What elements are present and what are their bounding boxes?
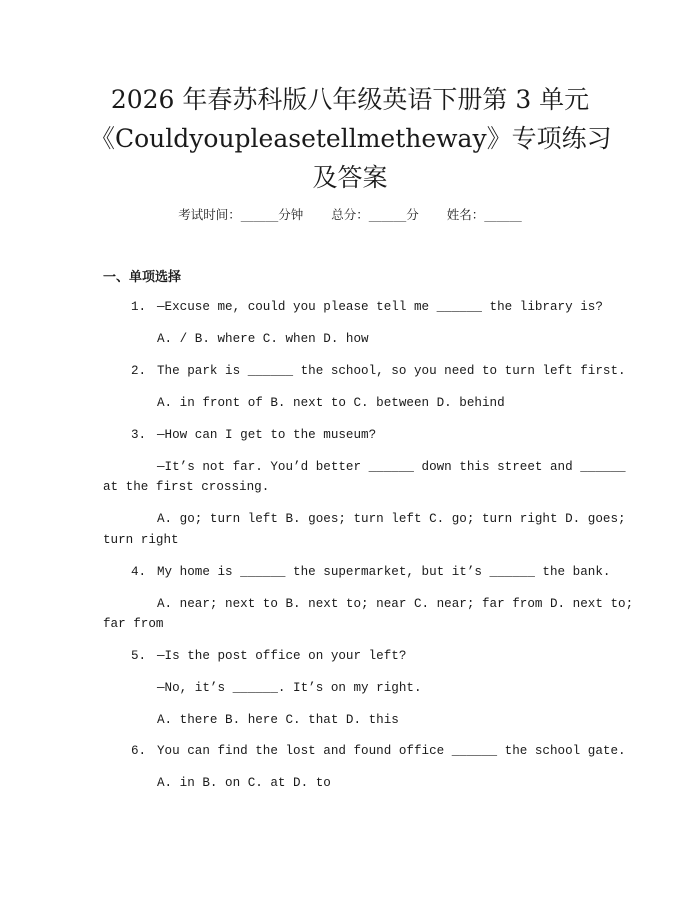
question-number: 3. (131, 428, 147, 442)
question-5-stem-cont: —No, it’s ______. It’s on my right. (157, 681, 422, 695)
question-stem: —Excuse me, could you please tell me ______ the library is? (157, 300, 603, 314)
question-number: 4. (131, 565, 147, 579)
question-4-options: A. near; next to B. next to; near C. near; far from D. next to; (157, 597, 634, 611)
question-number: 1. (131, 300, 147, 314)
student-name-field: 姓名：______ (446, 207, 522, 222)
question-2 (131, 363, 626, 379)
question-4-options-wrap: far from (103, 617, 164, 631)
question-stem: You can find the lost and found office ______ the school gate. (157, 744, 626, 758)
question-stem: The park is ______ the school, so you need to turn left first. (157, 364, 626, 378)
question-number: 5. (131, 649, 147, 663)
question-6 (131, 743, 626, 759)
total-score-field: 总分：______分 (331, 207, 419, 222)
question-4 (131, 564, 610, 580)
question-number: 6. (131, 744, 147, 758)
question-stem: —Is the post office on your left? (157, 649, 407, 663)
title-line-1: 2026 年春苏科版八年级英语下册第 3 单元 (110, 85, 590, 114)
question-1 (131, 299, 603, 315)
question-number: 2. (131, 364, 147, 378)
question-stem: —How can I get to the museum? (157, 428, 377, 442)
question-3-options: A. go; turn left B. goes; turn left C. go; turn right D. goes; (157, 512, 626, 526)
exam-meta-row (0, 205, 700, 223)
question-5 (131, 648, 406, 664)
question-3-stem-wrap: at the first crossing. (103, 480, 270, 494)
question-2-options: A. in front of B. next to C. between D. behind (157, 396, 505, 410)
exam-time-field: 考试时间：______分钟 (178, 207, 304, 222)
question-3-stem-cont: —It’s not far. You’d better ______ down this street and ______ (157, 460, 626, 474)
question-6-options: A. in B. on C. at D. to (157, 776, 331, 790)
title-line-3: 及答案 (312, 163, 388, 192)
question-3-options-wrap: turn right (103, 533, 179, 547)
question-5-options: A. there B. here C. that D. this (157, 713, 399, 727)
section-heading: 一、单项选择 (103, 270, 182, 285)
question-1-options: A. / B. where C. when D. how (157, 332, 369, 346)
document-title (90, 80, 610, 197)
question-stem: My home is ______ the supermarket, but it’s ______ the bank. (157, 565, 611, 579)
question-3 (131, 427, 376, 443)
title-line-2: 《Couldyoupleasetellmetheway》专项练习 (90, 124, 612, 153)
